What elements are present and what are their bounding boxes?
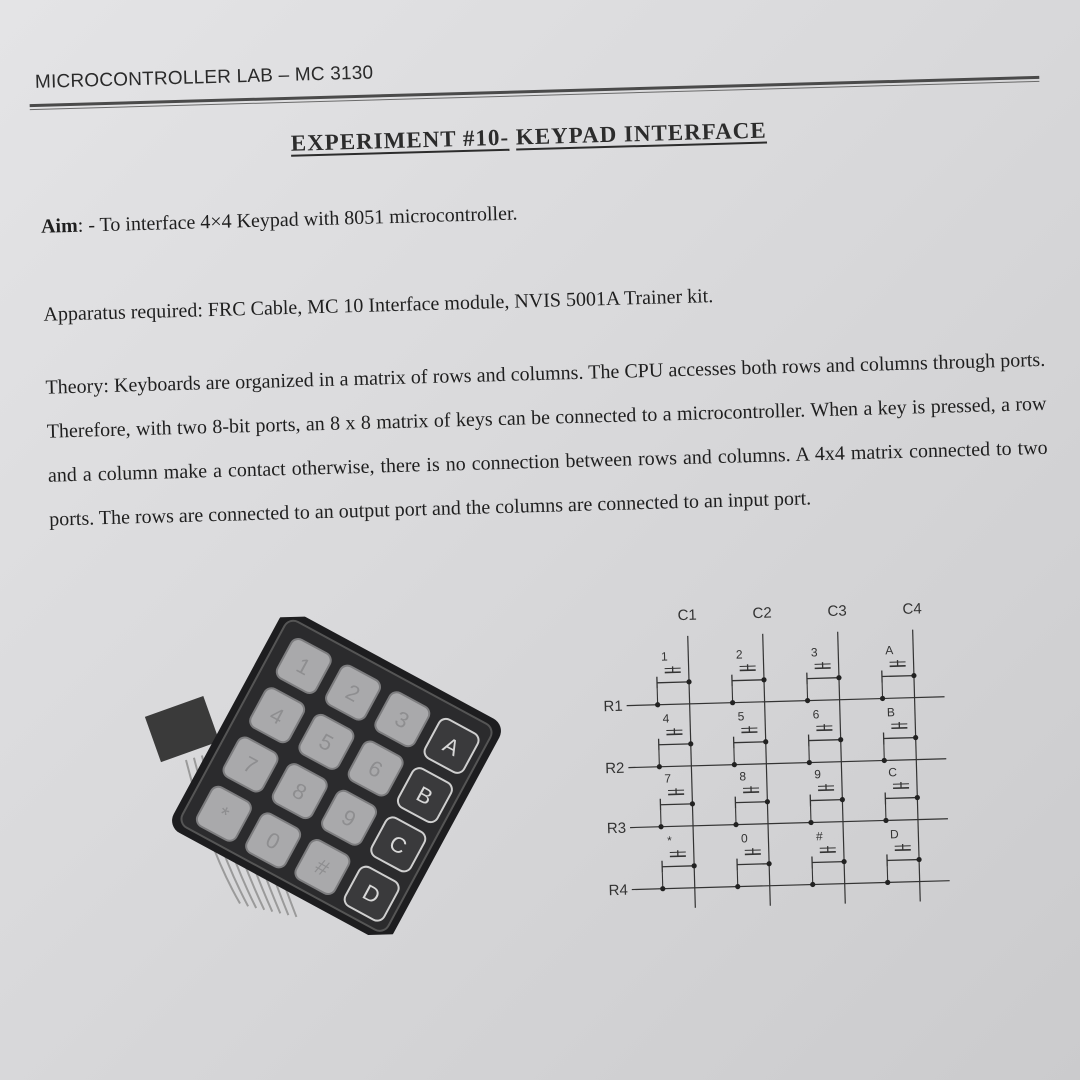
matrix-switch bbox=[884, 826, 923, 885]
keypad-key-label: 7 bbox=[238, 751, 262, 779]
lab-header: MICROCONTROLLER LAB – MC 3130 bbox=[34, 62, 374, 93]
matrix-diagram bbox=[582, 588, 971, 918]
matrix-switch bbox=[728, 647, 767, 706]
keypad-key-label: D bbox=[358, 879, 385, 909]
row-label: R4 bbox=[608, 881, 629, 900]
keypad-key-label: C bbox=[385, 830, 411, 860]
matrix-key-label: 4 bbox=[662, 711, 670, 726]
row-label: R2 bbox=[604, 759, 625, 778]
experiment-number: EXPERIMENT #10- bbox=[290, 124, 510, 156]
matrix-switch bbox=[805, 707, 844, 766]
matrix-switch bbox=[654, 649, 693, 708]
matrix-key-label: 3 bbox=[810, 645, 818, 660]
keypad-key-label: B bbox=[412, 781, 438, 811]
matrix-key-label: 2 bbox=[735, 647, 743, 662]
matrix-wires bbox=[625, 629, 950, 910]
matrix-key-label: 6 bbox=[812, 707, 820, 722]
matrix-switch bbox=[803, 645, 842, 704]
theory-paragraph: Theory: Keyboards are organized in a matrix of rows and columns. The CPU accesses both rows and columns through ports. Therefore, with two 8-bit ports, an 8 x 8 matrix of keys can be connected to a microcontroller. When a key is pressed, a row and a column make a contact otherwise, there is no connection between rows and columns. A 4x4 matrix connected to two ports. The rows are connected to an output port and the columns are connected to an input port. bbox=[45, 348, 1048, 531]
aim-text: : - To interface 4×4 Keypad with 8051 microcontroller. bbox=[77, 202, 518, 237]
matrix-switch bbox=[734, 831, 773, 890]
keypad-key-label: * bbox=[213, 801, 234, 828]
experiment-title bbox=[0, 109, 1069, 165]
keypad-key-label: 8 bbox=[288, 777, 311, 806]
keypad-key-label: A bbox=[438, 731, 464, 761]
keypad-key-label: 6 bbox=[364, 755, 387, 783]
matrix-key-label: 9 bbox=[814, 767, 822, 782]
column-label: C2 bbox=[752, 604, 772, 623]
keypad-key-label: # bbox=[310, 853, 334, 882]
matrix-switch bbox=[880, 705, 919, 764]
row-label: R1 bbox=[603, 697, 623, 716]
aim-paragraph bbox=[41, 188, 1041, 239]
matrix-switch bbox=[882, 765, 921, 824]
matrix-switch bbox=[807, 767, 846, 826]
matrix-key-label: # bbox=[815, 829, 823, 844]
matrix-key-label: C bbox=[888, 765, 898, 780]
matrix-key-label: B bbox=[886, 705, 896, 720]
keypad-illustration bbox=[142, 611, 511, 941]
column-label: C1 bbox=[677, 606, 697, 625]
column-label: C4 bbox=[902, 600, 922, 618]
keypad-key-label: 5 bbox=[314, 728, 338, 757]
keypad-key-label: 4 bbox=[265, 701, 289, 730]
keypad-key-label: 2 bbox=[341, 679, 365, 707]
matrix-key-label: 0 bbox=[740, 831, 748, 846]
column-label: C3 bbox=[827, 602, 847, 620]
row-label: R3 bbox=[606, 819, 627, 838]
matrix-key-label: 5 bbox=[737, 709, 745, 724]
aim-label: Aim bbox=[40, 214, 79, 238]
matrix-switch bbox=[809, 829, 848, 888]
keypad-key-label: 1 bbox=[292, 652, 315, 681]
keypad-body bbox=[167, 611, 506, 941]
experiment-name: KEYPAD INTERFACE bbox=[515, 117, 768, 150]
keypad-key-label: 0 bbox=[261, 826, 285, 855]
matrix-switch bbox=[657, 771, 696, 830]
matrix-key-label: 7 bbox=[664, 771, 672, 786]
matrix-switch bbox=[730, 709, 769, 768]
matrix-key-label: 8 bbox=[739, 769, 747, 784]
matrix-key-label: A bbox=[885, 643, 894, 658]
matrix-key-label: D bbox=[889, 827, 899, 842]
matrix-switch bbox=[659, 833, 698, 892]
keypad-key-label: 9 bbox=[337, 804, 361, 833]
matrix-switch bbox=[732, 769, 771, 828]
apparatus-paragraph: Apparatus required: FRC Cable, MC 10 Interface module, NVIS 5001A Trainer kit. bbox=[43, 285, 714, 326]
keypad-key-label: 3 bbox=[390, 705, 414, 734]
matrix-key-label: * bbox=[666, 833, 672, 848]
matrix-key-label: 1 bbox=[660, 649, 668, 664]
matrix-switch bbox=[655, 711, 694, 770]
matrix-switch bbox=[878, 643, 917, 702]
